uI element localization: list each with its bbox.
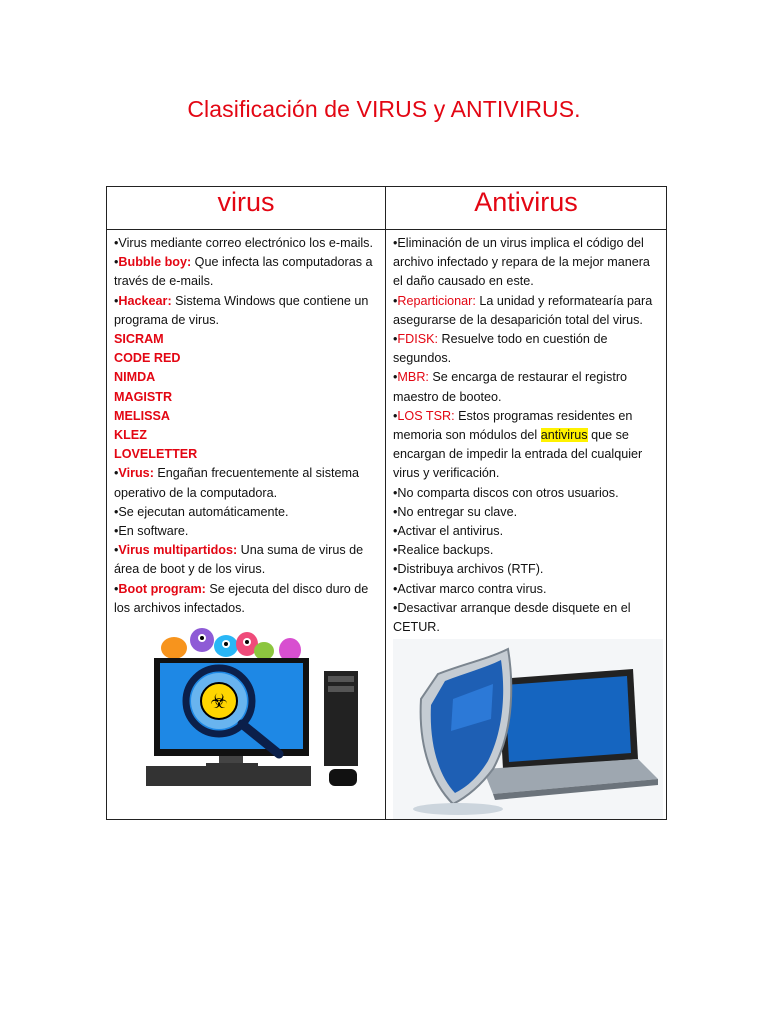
reparticionar-text: La unidad y reformatearía para asegurarse de la desaparición total del virus. [393,293,653,327]
reparticionar-label: Reparticionar: [397,293,476,308]
bubble-boy-label: Bubble boy: [118,255,192,270]
virus-email-item: •Virus mediante correo electrónico los e-mails. [114,236,373,250]
mbr-label: MBR: [397,370,429,385]
mbr-text: Se encarga de restaurar el registro maestro de booteo. [393,370,628,404]
virus-name-item: LOVELETTER [114,447,198,462]
fdisk-text: Resuelve todo en cuestión de segundos. [393,332,608,366]
virus-monsters-icon [161,628,301,662]
bubble-boy-text: Que infecta las computadoras a través de e-mails. [114,255,373,289]
content-row [107,230,667,820]
multipartite-text: Una suma de virus de área de boot y de los virus. [114,543,364,577]
classification-table [106,186,667,820]
auto-exec-item: •Se ejecutan automáticamente. [114,504,289,519]
bubble-boy-item: •Bubble boy: Que infecta las computadoras a través de e-mails. [114,255,373,289]
virus-name-item: SICRAM [114,332,164,347]
virus-name-item: NIMDA [114,370,156,385]
tsr-label: LOS TSR: [397,408,455,423]
antivirus-cell [386,230,667,820]
tsr-text: Estos programas residentes en memoria son módulos del [393,408,633,443]
boot-program-label: Boot program: [118,581,206,596]
tsr-item: •LOS TSR: Estos programas residentes en memoria son módulos del antivirus que se encargan de impedir la entrada del cualquier virus y verificación. [393,408,643,481]
mbr-item: •MBR: Se encarga de restaurar el registro maestro de booteo. [393,370,628,404]
software-item: •En software. [114,524,189,539]
hackear-label: Hackear: [118,293,172,308]
tip-item: •Activar marco contra virus. [393,581,547,596]
multipartite-label: Virus multipartidos: [118,543,238,558]
antivirus-highlight: antivirus [540,428,588,443]
virus-cell [107,230,386,820]
svg-text:☣: ☣ [210,689,228,714]
hackear-text: Sistema Windows que contiene un programa de virus. [114,293,369,327]
tip-item: •Desactivar arranque desde disquete en el CETUR. [393,600,631,635]
multipartite-item: •Virus multipartidos: Una suma de virus de área de boot y de los virus. [114,543,364,577]
antivirus-column-header: Antivirus [386,187,667,230]
fdisk-item: •FDISK: Resuelve todo en cuestión de segundos. [393,332,608,366]
boot-program-item: •Boot program: Se ejecuta del disco duro de los archivos infectados. [114,581,369,615]
tip-item: •Realice backups. [393,543,494,558]
boot-program-text: Se ejecuta del disco duro de los archivos infectados. [114,581,369,615]
infected-computer-illustration [114,626,379,786]
header-row [107,187,667,230]
virus-column-header: virus [107,187,386,230]
tip-item: •Distribuya archivos (RTF). [393,562,544,577]
hackear-item: •Hackear: Sistema Windows que contiene un programa de virus. [114,293,369,327]
eliminacion-item: •Eliminación de un virus implica el código del archivo infectado y repara de la mejor manera el daño causado en este. [393,236,650,289]
virus-name-item: KLEZ [114,428,147,443]
virus-name-item: MELISSA [114,408,170,423]
tsr-text-end: que se encargan de impedir la entrada del cualquier virus y verificación. [393,428,643,481]
virus-name-item: CODE RED [114,351,181,366]
virus-deceive-item: •Virus: Engañan frecuentemente al sistema operativo de la computadora. [114,466,360,500]
tip-item: •No comparta discos con otros usuarios. [393,485,619,500]
reparticionar-item: •Reparticionar: La unidad y reformatearía para asegurarse de la desaparición total del virus. [393,293,653,327]
tip-item: •No entregar su clave. [393,504,518,519]
virus-name-item: MAGISTR [114,389,173,404]
tip-item: •Activar el antivirus. [393,524,504,539]
shield-laptop-illustration [393,639,660,819]
fdisk-label: FDISK: [397,332,439,347]
virus-label: Virus: [118,466,154,481]
page-title: Clasificación de VIRUS y ANTIVIRUS. [187,96,581,122]
virus-text: Engañan frecuentemente al sistema operativo de la computadora. [114,466,360,500]
